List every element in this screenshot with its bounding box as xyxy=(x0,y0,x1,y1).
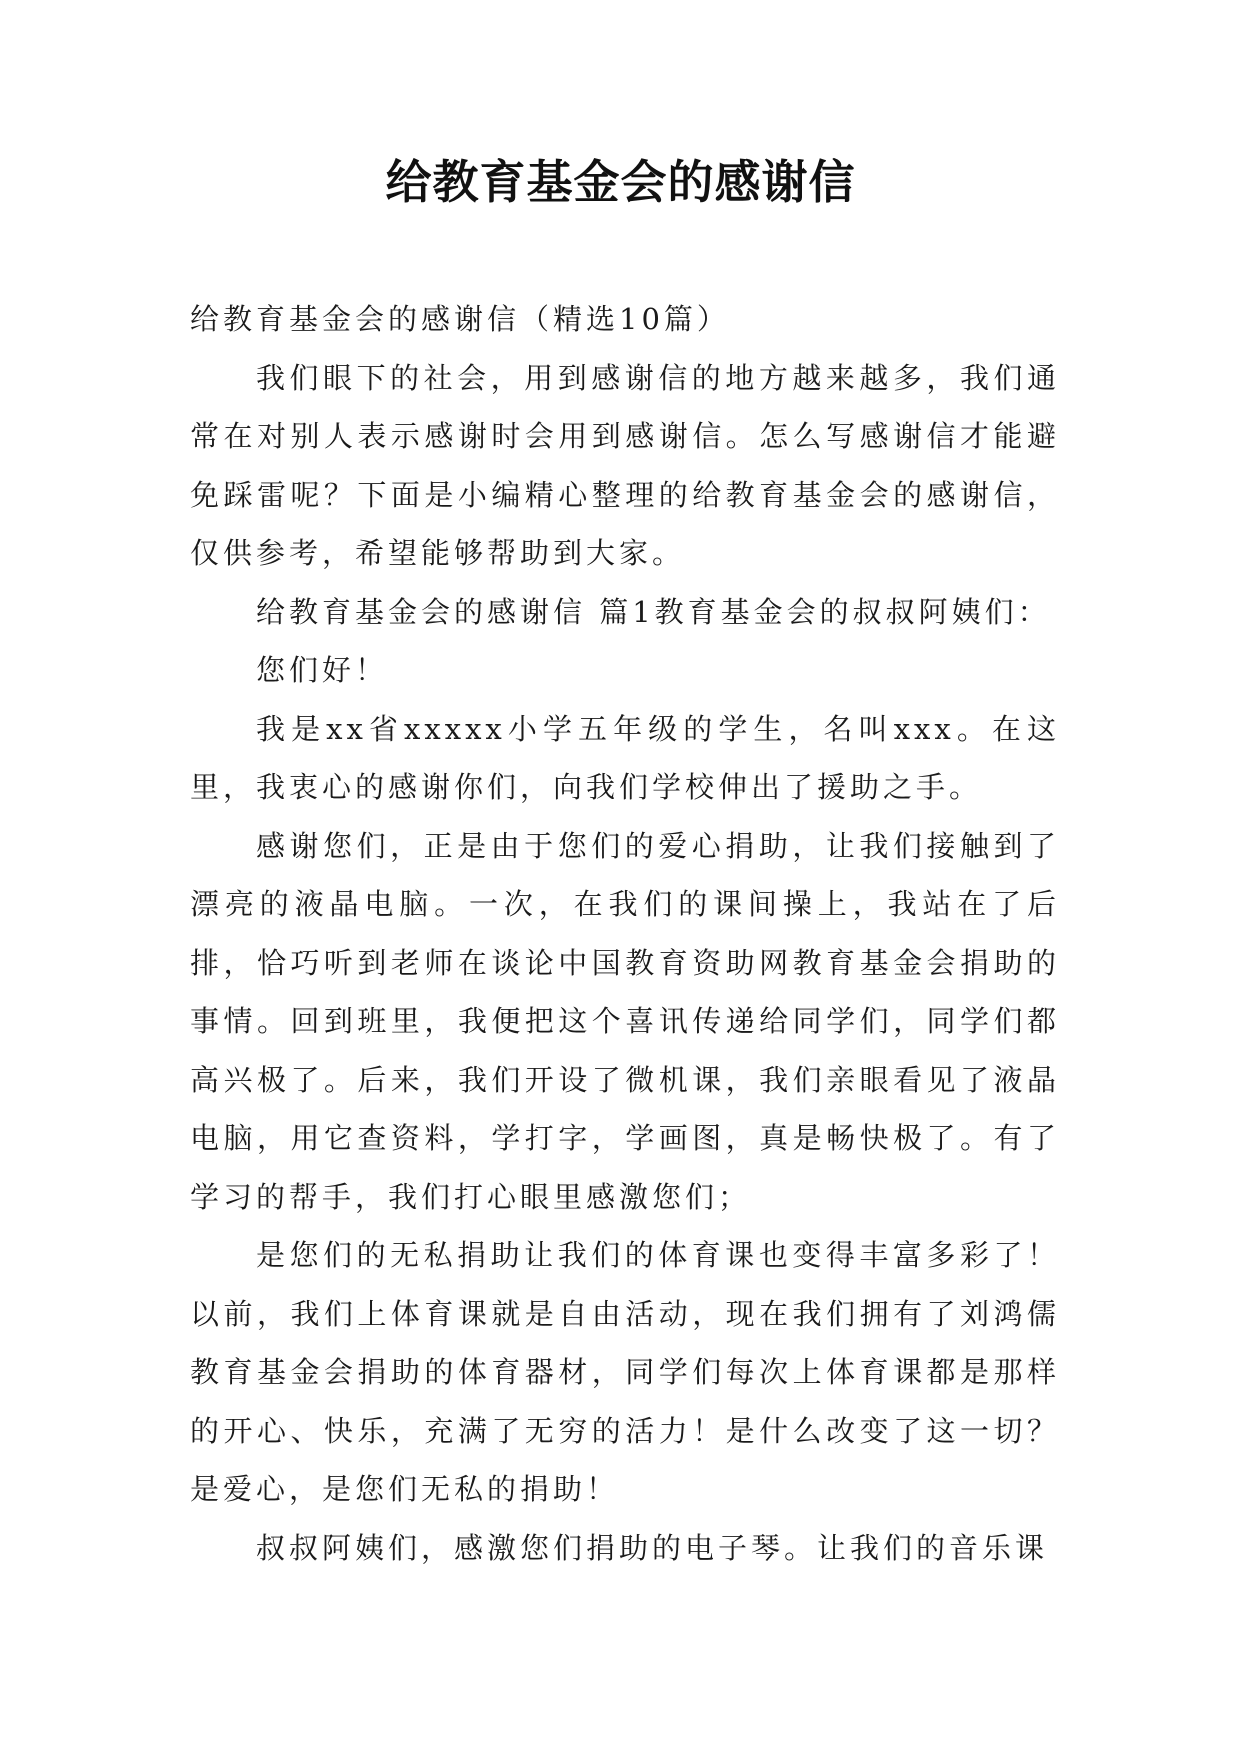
paragraph-computers: 感谢您们，正是由于您们的爱心捐助，让我们接触到了漂亮的液晶电脑。一次，在我们的课间操上，我站在了后排，恰巧听到老师在谈论中国教育资助网教育基金会捐助的事情。回到班里，我便把这个喜讯传递给同学们，同学们都高兴极了。后来，我们开设了微机课，我们亲眼看见了液晶电脑，用它查资料，学打字，学画图，真是畅快极了。有了学习的帮手，我们打心眼里感激您们； xyxy=(190,828,1060,1214)
paragraph-subtitle: 给教育基金会的感谢信（精选10篇） xyxy=(190,302,730,336)
paragraph-self-intro: 我是xx省xxxxx小学五年级的学生，名叫xxx。在这里，我衷心的感谢你们，向我们学校伸出了援助之手。 xyxy=(190,711,1060,804)
document-body xyxy=(190,290,1060,1577)
paragraph-greeting: 您们好！ xyxy=(256,653,389,687)
paragraph-sports: 是您们的无私捐助让我们的体育课也变得丰富多彩了！以前，我们上体育课就是自由活动，现在我们拥有了刘鸿儒教育基金会捐助的体育器材，同学们每次上体育课都是那样的开心、快乐，充满了无穷的活力！是什么改变了这一切？是爱心，是您们无私的捐助！ xyxy=(190,1238,1060,1506)
document-title: 给教育基金会的感谢信 xyxy=(385,155,856,209)
paragraph-intro: 我们眼下的社会，用到感谢信的地方越来越多，我们通常在对别人表示感谢时会用到感谢信。怎么写感谢信才能避免踩雷呢？下面是小编精心整理的给教育基金会的感谢信，仅供参考，希望能够帮助到大家。 xyxy=(190,360,1060,570)
paragraph-music: 叔叔阿姨们，感激您们捐助的电子琴。让我们的音乐课 xyxy=(256,1530,1049,1565)
paragraph-heading-1: 给教育基金会的感谢信 篇1教育基金会的叔叔阿姨们： xyxy=(256,594,1051,629)
